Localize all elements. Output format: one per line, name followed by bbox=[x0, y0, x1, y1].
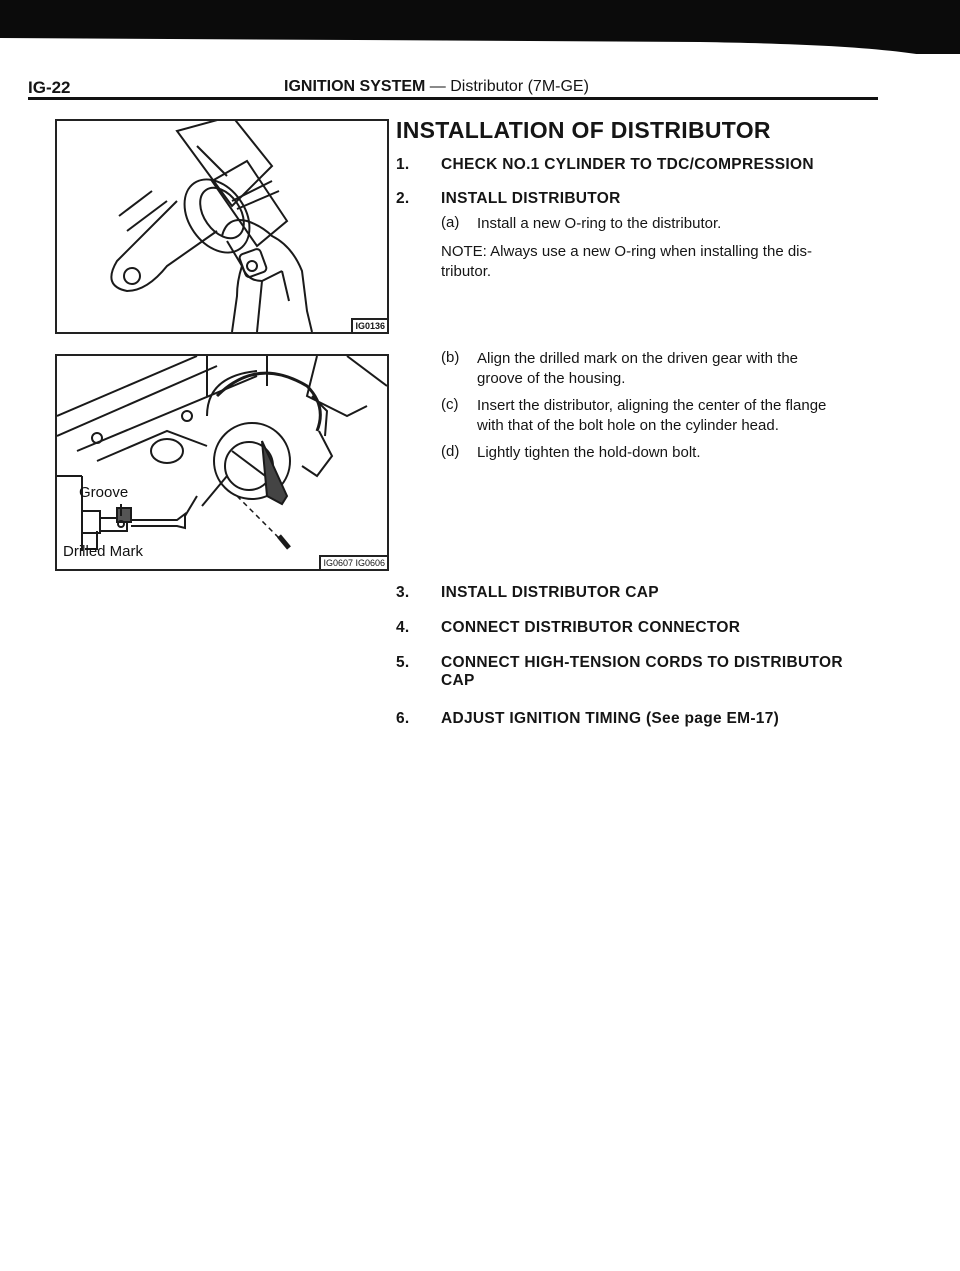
header-separator: — bbox=[429, 78, 446, 95]
groove-label: Groove bbox=[79, 484, 129, 501]
distributor-engine-illustration bbox=[57, 356, 387, 569]
substep-text bbox=[477, 349, 798, 389]
oring-illustration bbox=[57, 121, 387, 332]
step-number: 2. bbox=[396, 190, 410, 207]
note-line: tributor. bbox=[441, 263, 492, 280]
figure-distributor-align bbox=[55, 354, 389, 571]
page-header bbox=[28, 74, 878, 98]
page-number: IG-22 bbox=[28, 78, 71, 97]
substep-line: Insert the distributor, aligning the center of the flange bbox=[477, 397, 827, 414]
substep-text: Lightly tighten the hold-down bolt. bbox=[477, 444, 701, 461]
substep-letter: (a) bbox=[441, 214, 460, 231]
substep-text: Install a new O-ring to the distributor. bbox=[477, 215, 722, 232]
top-dark-band bbox=[0, 0, 960, 54]
step-line: CAP bbox=[441, 672, 475, 689]
substep-line: with that of the bolt hole on the cylinder head. bbox=[477, 417, 779, 434]
step-text: INSTALL DISTRIBUTOR bbox=[441, 190, 621, 207]
note bbox=[441, 242, 881, 282]
header-rule bbox=[28, 97, 878, 100]
figure-code: IG0607 IG0606 bbox=[319, 555, 387, 569]
substep-line: Align the drilled mark on the driven gear with the bbox=[477, 350, 799, 367]
step-line: CONNECT HIGH-TENSION CORDS TO DISTRIBUTOR bbox=[441, 654, 843, 671]
substep-letter: (d) bbox=[441, 443, 460, 460]
substep-letter: (b) bbox=[441, 349, 460, 366]
figure-oring-install bbox=[55, 119, 389, 334]
substep-line: groove of the housing. bbox=[477, 370, 626, 387]
step-number: 5. bbox=[396, 654, 410, 671]
step-text bbox=[441, 654, 843, 690]
step-number: 6. bbox=[396, 710, 410, 727]
header-subsection: Distributor (7M-GE) bbox=[450, 78, 589, 95]
header-title bbox=[284, 78, 589, 96]
step-text: CONNECT DISTRIBUTOR CONNECTOR bbox=[441, 619, 741, 636]
step-number: 1. bbox=[396, 156, 410, 173]
note-line: NOTE: Always use a new O-ring when installing the dis- bbox=[441, 243, 812, 260]
step-number: 3. bbox=[396, 584, 410, 601]
figure-code: IG0136 bbox=[351, 318, 387, 332]
step-number: 4. bbox=[396, 619, 410, 636]
header-section: IGNITION SYSTEM bbox=[284, 78, 426, 95]
step-text: ADJUST IGNITION TIMING (See page EM-17) bbox=[441, 710, 780, 727]
step-text: INSTALL DISTRIBUTOR CAP bbox=[441, 584, 659, 601]
step-text: CHECK NO.1 CYLINDER TO TDC/COMPRESSION bbox=[441, 156, 814, 173]
section-title: INSTALLATION OF DISTRIBUTOR bbox=[396, 117, 771, 143]
substep-letter: (c) bbox=[441, 396, 459, 413]
substep-text bbox=[477, 396, 826, 436]
drilled-mark-label: Drilled Mark bbox=[63, 543, 144, 560]
